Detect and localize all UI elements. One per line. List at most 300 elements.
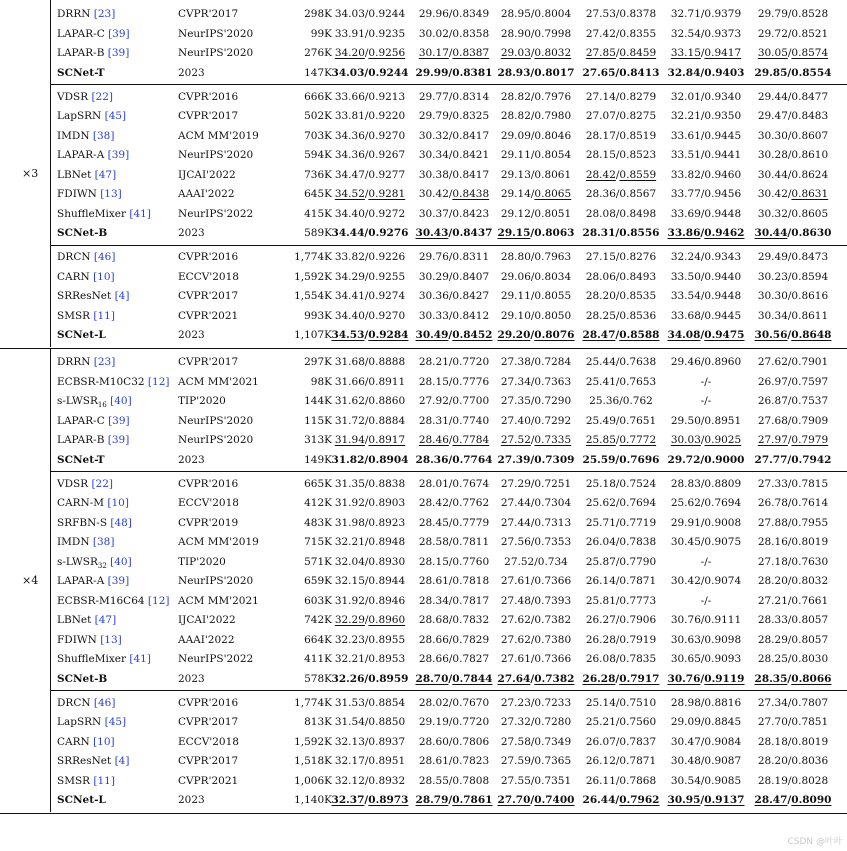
citation-link[interactable]: [39]: [107, 149, 130, 161]
psnr-value: 28.83: [670, 477, 701, 490]
psnr-value: 28.06: [585, 270, 616, 283]
metric-cell: [656, 224, 756, 244]
psnr-value: 25.36: [589, 395, 620, 407]
metric-separator: /: [787, 227, 792, 239]
table-row: [0, 5, 847, 25]
metric-cell: [743, 5, 843, 25]
method-label: VDSR: [57, 90, 89, 103]
metric-separator: /: [615, 672, 620, 685]
metric-separator: /: [700, 149, 705, 161]
psnr-value: 30.47: [670, 735, 701, 748]
psnr-value: 32.04: [334, 555, 365, 568]
ssim-value: 0.7790: [619, 555, 657, 568]
citation-link[interactable]: [10]: [93, 735, 115, 748]
metric-separator: /: [364, 536, 369, 548]
ssim-value: 0.8055: [534, 290, 572, 302]
venue: ECCV'2018: [178, 735, 239, 748]
metric-separator: /: [787, 497, 792, 509]
metric-separator: /: [787, 270, 792, 283]
ssim-value: -: [707, 594, 712, 607]
psnr-value: 31.98: [334, 516, 365, 529]
metric-separator: /: [700, 696, 705, 709]
metric-separator: /: [700, 270, 705, 283]
citation-link[interactable]: [40]: [110, 555, 132, 568]
metric-cell: [743, 88, 843, 108]
method-label: LAPAR-B: [57, 434, 105, 446]
ssim-value: 0.8917: [368, 434, 406, 446]
psnr-value: 25.21: [585, 716, 616, 728]
table-row: [0, 494, 847, 514]
params: 1,774K: [294, 251, 332, 263]
citation-link[interactable]: [23]: [93, 8, 116, 20]
metric-cell: [656, 553, 756, 573]
ssim-value: 0.8090: [791, 794, 832, 806]
ssim-value: 0.7719: [619, 516, 657, 529]
table-row: [0, 752, 847, 772]
metric-cell: [743, 25, 843, 45]
psnr-value: 25.81: [585, 594, 616, 607]
psnr-value: 32.17: [334, 755, 365, 767]
group-separator: [50, 84, 847, 85]
psnr-value: 25.87: [585, 555, 616, 568]
table-row: [0, 146, 847, 166]
psnr-value: 25.71: [585, 516, 616, 529]
metric-separator: /: [787, 614, 792, 626]
citation-link[interactable]: [10]: [93, 270, 115, 283]
ssim-value: 0.8946: [368, 594, 406, 607]
ssim-value: 0.7762: [452, 497, 490, 509]
method-name: [57, 268, 175, 288]
citation-link[interactable]: [45]: [104, 716, 127, 728]
citation-link[interactable]: [45]: [104, 110, 127, 122]
metric-separator: /: [530, 594, 535, 607]
metric-separator: /: [700, 414, 705, 427]
metric-separator: /: [530, 329, 535, 341]
psnr-value: 32.37: [331, 794, 365, 806]
psnr-value: 30.44: [754, 227, 788, 239]
psnr-value: -: [700, 375, 705, 388]
table-row: [0, 475, 847, 495]
psnr-value: 29.77: [418, 90, 449, 103]
ssim-value: 0.8493: [619, 270, 657, 283]
metric-cell: [656, 733, 756, 753]
ssim-value: 0.8951: [368, 755, 406, 767]
params: 571K: [304, 555, 332, 568]
ssim-value: 0.9445: [704, 129, 742, 142]
metric-separator: /: [364, 90, 369, 103]
metric-separator: /: [448, 672, 453, 685]
metric-separator: /: [619, 395, 623, 407]
params: 1,006K: [294, 774, 332, 787]
metric-separator: /: [530, 110, 535, 122]
metric-separator: /: [448, 110, 453, 122]
psnr-value: 31.94: [334, 434, 365, 446]
method-name: [57, 107, 175, 127]
psnr-value: 28.31: [582, 227, 616, 239]
method-name: [57, 64, 175, 84]
metric-cell: [743, 611, 843, 631]
metric-separator: /: [530, 614, 535, 626]
ssim-value: 0.8034: [534, 270, 572, 283]
params: 1,592K: [294, 270, 332, 283]
metric-separator: /: [700, 168, 705, 181]
ssim-value: 0.7524: [619, 477, 657, 490]
ssim-value: 0.8838: [368, 477, 406, 490]
psnr-value: 30.30: [757, 129, 788, 142]
citation-link[interactable]: [38]: [92, 129, 115, 142]
psnr-value: 29.03: [500, 47, 531, 59]
method-label: LAPAR-B: [57, 47, 105, 59]
scale-label: ×4: [22, 573, 39, 587]
citation-link[interactable]: [46]: [93, 251, 116, 263]
ssim-value: 0.7349: [534, 735, 572, 748]
citation-link[interactable]: [10]: [107, 497, 129, 509]
ssim-value: 0.8076: [534, 329, 575, 341]
metric-cell: [743, 670, 843, 690]
ssim-value: 0.8960: [368, 614, 406, 626]
params: 666K: [304, 90, 332, 103]
ssim-value: 0.7284: [534, 356, 572, 368]
metric-separator: /: [615, 477, 620, 490]
psnr-value: 33.54: [670, 290, 701, 302]
method-name: [57, 431, 175, 451]
ssim-value: 0.8630: [791, 227, 832, 239]
citation-link[interactable]: [4]: [114, 755, 130, 767]
citation-link[interactable]: [47]: [94, 168, 117, 181]
method-label: SCNet-B: [57, 672, 108, 685]
ssim-value: 0.9244: [368, 8, 406, 20]
method-name: [57, 475, 175, 495]
psnr-value: 27.35: [500, 395, 531, 407]
citation-link[interactable]: [47]: [94, 614, 117, 626]
method-name: [57, 166, 175, 186]
metric-separator: /: [448, 395, 453, 407]
psnr-value: 28.15: [418, 555, 449, 568]
psnr-value: 28.55: [418, 774, 449, 787]
method-label: LBNet: [57, 614, 92, 626]
metric-cell: [656, 412, 756, 432]
psnr-value: 26.78: [757, 497, 788, 509]
ssim-value: 0.8607: [791, 129, 829, 142]
citation-link[interactable]: [39]: [107, 434, 130, 446]
method-name: [57, 224, 175, 244]
metric-separator: /: [615, 755, 620, 767]
ssim-value: 0.8567: [619, 188, 657, 200]
table-row: [0, 451, 847, 471]
method-name: [57, 353, 175, 373]
psnr-value: 25.14: [585, 696, 616, 709]
citation-link[interactable]: [12]: [147, 594, 170, 607]
metric-separator: /: [787, 453, 792, 466]
metric-separator: /: [448, 27, 453, 40]
psnr-value: 31.92: [334, 497, 365, 509]
metric-separator: /: [530, 27, 535, 40]
ssim-value: 0.7720: [452, 356, 490, 368]
psnr-value: 29.50: [670, 414, 701, 427]
metric-separator: /: [530, 794, 535, 806]
ssim-value: 0.7351: [534, 774, 572, 787]
method-name: [57, 670, 175, 690]
citation-link[interactable]: [4]: [114, 290, 130, 302]
psnr-value: 27.62: [500, 633, 531, 646]
citation-link[interactable]: [41]: [129, 653, 151, 665]
psnr-value: 34.40: [334, 309, 365, 322]
params: 1,774K: [294, 696, 332, 709]
ssim-value: 0.9276: [368, 227, 409, 239]
ssim-value: 0.8276: [619, 251, 657, 263]
psnr-value: 34.52: [334, 188, 365, 200]
metric-separator: /: [700, 735, 705, 748]
venue: CVPR'2017: [178, 356, 239, 368]
metric-separator: /: [530, 575, 535, 587]
psnr-value: 28.20: [757, 755, 788, 767]
ssim-value: 0.9456: [704, 188, 742, 200]
metric-separator: /: [615, 575, 620, 587]
group-separator: [50, 245, 847, 246]
citation-link[interactable]: [11]: [93, 774, 115, 787]
metric-separator: /: [448, 8, 453, 20]
psnr-value: 32.21: [334, 536, 365, 548]
psnr-value: 34.29: [334, 270, 365, 283]
ssim-value: 0.8452: [452, 329, 493, 341]
metric-separator: /: [787, 633, 792, 646]
psnr-value: 32.71: [670, 8, 701, 20]
psnr-value: 30.65: [670, 653, 701, 665]
psnr-value: 32.26: [331, 672, 365, 685]
metric-separator: /: [700, 434, 705, 446]
metric-separator: /: [700, 633, 705, 646]
psnr-value: 27.62: [500, 614, 531, 626]
metric-separator: /: [530, 290, 535, 302]
metric-separator: /: [364, 47, 369, 59]
citation-link[interactable]: [40]: [110, 395, 132, 407]
metric-separator: /: [364, 207, 369, 220]
metric-separator: /: [448, 477, 453, 490]
psnr-value: 28.15: [585, 149, 616, 161]
method-label: ShuffleMixer: [57, 653, 127, 665]
metric-separator: /: [615, 653, 620, 665]
metric-separator: /: [615, 251, 620, 263]
metric-separator: /: [530, 375, 535, 388]
ssim-value: 0.8574: [791, 47, 829, 59]
psnr-value: 27.62: [757, 356, 788, 368]
citation-link[interactable]: [22]: [91, 477, 114, 490]
citation-link[interactable]: [39]: [108, 27, 130, 40]
metric-separator: /: [530, 149, 535, 161]
metric-separator: /: [704, 555, 708, 568]
citation-link[interactable]: [23]: [93, 356, 116, 368]
method-name: [57, 127, 175, 147]
psnr-value: 27.85: [585, 47, 616, 59]
psnr-value: 27.40: [500, 414, 531, 427]
ssim-value: 0.9284: [368, 329, 409, 341]
ssim-value: 0.7696: [619, 453, 660, 466]
metric-separator: /: [700, 309, 705, 322]
metric-cell: [743, 224, 843, 244]
psnr-value: 34.40: [334, 207, 365, 220]
params: 1,592K: [294, 735, 332, 748]
metric-separator: /: [448, 270, 453, 283]
table-row: [0, 592, 847, 612]
metric-separator: /: [364, 653, 369, 665]
metric-separator: /: [530, 633, 535, 646]
psnr-value: 28.15: [418, 375, 449, 388]
citation-link[interactable]: [39]: [107, 47, 130, 59]
citation-link[interactable]: [41]: [129, 207, 151, 220]
ssim-value: 0.7597: [791, 375, 829, 388]
method-label: SCNet-B: [57, 227, 108, 239]
method-name: [57, 611, 175, 631]
ssim-value: 0.8973: [368, 794, 409, 806]
citation-link[interactable]: [11]: [93, 309, 115, 322]
psnr-value: 26.27: [585, 614, 616, 626]
psnr-value: 29.14: [500, 188, 531, 200]
venue: CVPR'2017: [178, 8, 239, 20]
venue: 2023: [178, 672, 205, 685]
venue: ECCV'2018: [178, 270, 239, 283]
params: 1,554K: [294, 290, 332, 302]
psnr-value: 29.44: [757, 90, 788, 103]
ssim-value: 0.7251: [534, 477, 572, 490]
metric-cell: [743, 494, 843, 514]
metric-cell: [656, 146, 756, 166]
method-name: [57, 451, 175, 471]
method-name: [57, 772, 175, 792]
ssim-value: 0.8809: [704, 477, 742, 490]
params: 603K: [304, 594, 332, 607]
method-name: [57, 205, 175, 225]
params: 736K: [304, 168, 332, 181]
ssim-value: 0.8437: [452, 227, 493, 239]
ssim-value: 0.9373: [704, 27, 742, 40]
psnr-value: 26.08: [585, 653, 616, 665]
citation-link[interactable]: [46]: [93, 696, 116, 709]
metric-separator: /: [364, 395, 369, 407]
metric-separator: /: [700, 653, 705, 665]
psnr-value: 33.91: [334, 27, 365, 40]
psnr-value: 27.44: [500, 497, 531, 509]
psnr-value: 27.44: [500, 516, 531, 529]
metric-separator: /: [448, 309, 453, 322]
citation-link[interactable]: [13]: [100, 633, 122, 646]
metric-separator: /: [530, 774, 535, 787]
psnr-value: 27.32: [500, 716, 531, 728]
psnr-value: 29.13: [500, 168, 531, 181]
ssim-value: 0.9460: [704, 168, 742, 181]
psnr-value: 26.14: [585, 575, 616, 587]
citation-link[interactable]: [12]: [147, 375, 170, 388]
method-name: [57, 494, 175, 514]
citation-link[interactable]: [48]: [110, 516, 132, 529]
table-row: [0, 287, 847, 307]
ssim-value: 0.9417: [704, 47, 742, 59]
metric-separator: /: [615, 555, 620, 568]
metric-cell: [743, 373, 843, 393]
metric-cell: [656, 752, 756, 772]
metric-cell: [656, 5, 756, 25]
citation-link[interactable]: [38]: [92, 536, 115, 548]
table-row: [0, 631, 847, 651]
psnr-value: 33.69: [670, 207, 701, 220]
psnr-value: 34.47: [334, 168, 365, 181]
metric-cell: [656, 127, 756, 147]
method-name: [57, 307, 175, 327]
metric-separator: /: [787, 356, 792, 368]
psnr-value: 27.88: [757, 516, 788, 529]
venue: CVPR'2016: [178, 251, 239, 263]
metric-cell: [656, 772, 756, 792]
psnr-value: 27.42: [585, 27, 616, 40]
metric-separator: /: [530, 672, 535, 685]
metric-cell: [656, 107, 756, 127]
table-row: [0, 694, 847, 714]
metric-separator: /: [700, 536, 705, 548]
params: 715K: [304, 536, 332, 548]
metric-separator: /: [615, 434, 620, 446]
ssim-value: 0.734: [537, 555, 568, 568]
metric-separator: /: [615, 716, 620, 728]
psnr-value: 26.97: [757, 375, 788, 388]
citation-link[interactable]: [22]: [91, 90, 114, 103]
ssim-value: 0.8050: [534, 309, 572, 322]
metric-separator: /: [787, 653, 792, 665]
metric-separator: /: [364, 555, 369, 568]
psnr-value: 32.23: [334, 633, 365, 646]
method-label: LAPAR-C: [57, 414, 105, 427]
venue: CVPR'2016: [178, 90, 239, 103]
method-name: [57, 553, 175, 573]
ssim-value: 0.9220: [368, 110, 406, 122]
psnr-value: 25.59: [582, 453, 616, 466]
citation-link[interactable]: [39]: [107, 575, 130, 587]
ssim-value: 0.8381: [452, 66, 493, 79]
method-label: CARN: [57, 735, 90, 748]
ssim-value: 0.7871: [619, 575, 657, 587]
ssim-value: 0.7674: [452, 477, 490, 490]
metric-cell: [656, 694, 756, 714]
psnr-value: 29.72: [757, 27, 788, 40]
metric-separator: /: [615, 497, 620, 509]
ssim-value: 0.8594: [791, 270, 829, 283]
metric-separator: /: [530, 653, 535, 665]
psnr-value: 30.02: [418, 27, 449, 40]
metric-separator: /: [364, 614, 369, 626]
metric-separator: /: [787, 594, 792, 607]
ssim-value: 0.7233: [534, 696, 572, 709]
ssim-value: 0.8930: [368, 555, 406, 568]
method-label: SMSR: [57, 774, 91, 787]
ssim-value: 0.8816: [704, 696, 742, 709]
ssim-value: 0.9093: [704, 653, 742, 665]
metric-separator: /: [448, 794, 453, 806]
ssim-value: 0.8605: [791, 207, 829, 220]
psnr-value: 28.01: [418, 477, 449, 490]
metric-cell: [656, 88, 756, 108]
metric-separator: /: [530, 168, 535, 181]
ssim-value: 0.9025: [704, 434, 742, 446]
metric-cell: [656, 64, 756, 84]
metric-separator: /: [364, 794, 369, 806]
citation-link[interactable]: [13]: [100, 188, 122, 200]
citation-link[interactable]: [39]: [108, 414, 130, 427]
psnr-value: 30.48: [670, 755, 701, 767]
metric-cell: [743, 451, 843, 471]
ssim-value: 0.7962: [619, 794, 660, 806]
ssim-value: 0.7835: [619, 653, 657, 665]
ssim-value: 0.7980: [534, 110, 572, 122]
psnr-value: 28.16: [757, 536, 788, 548]
table-row: [0, 713, 847, 733]
